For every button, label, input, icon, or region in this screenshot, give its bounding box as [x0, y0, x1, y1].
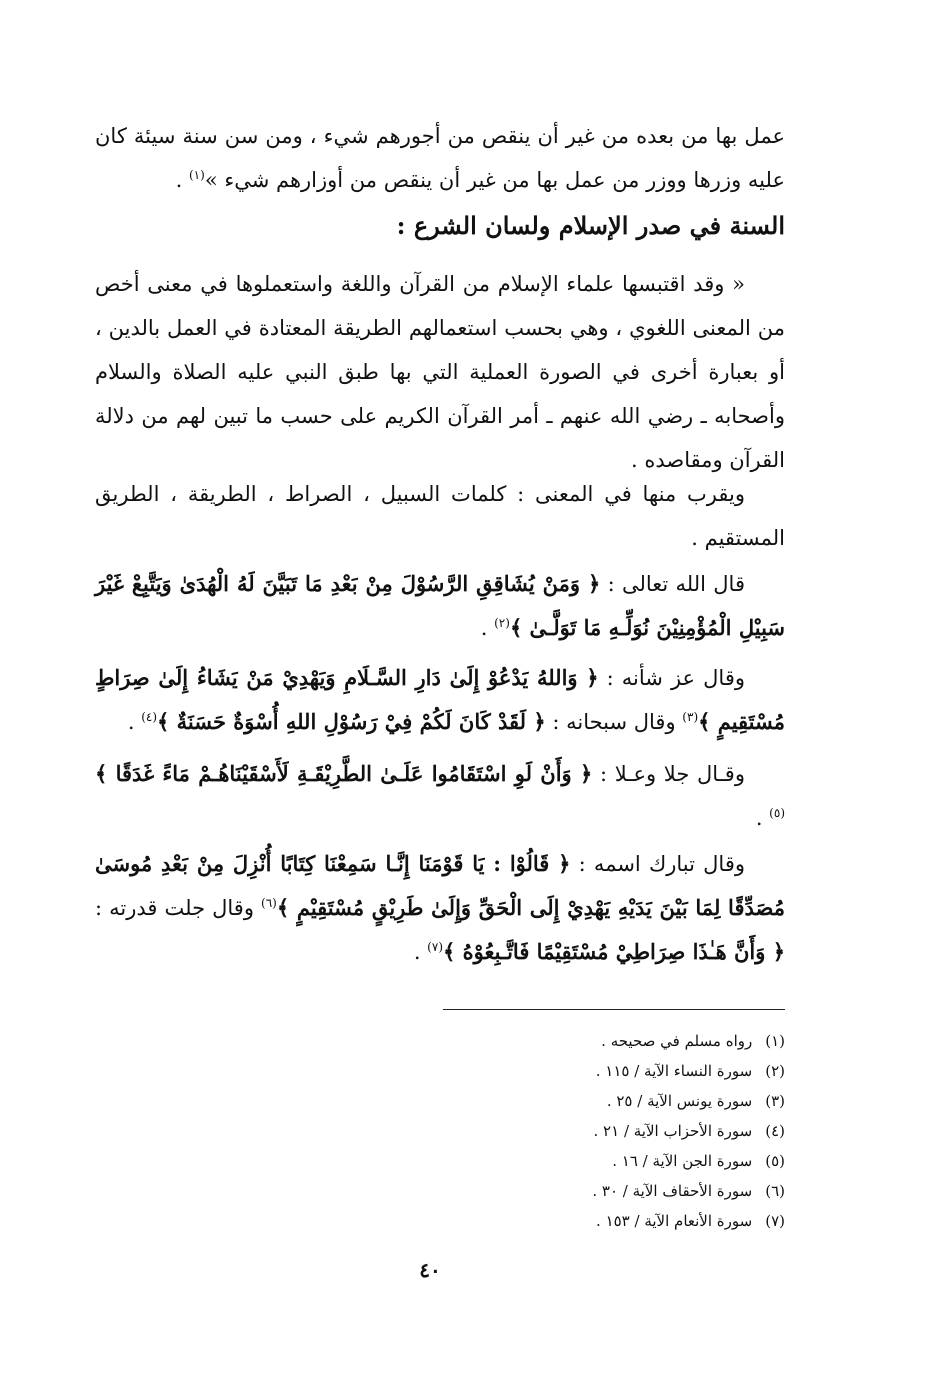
footnote-ref: (٤) — [141, 710, 158, 724]
footnote-number: (٢) — [765, 1062, 785, 1080]
footnote-item — [430, 1056, 785, 1086]
footnote-item — [430, 1206, 785, 1236]
footnote-ref: (٢) — [494, 616, 510, 630]
quran-verse: ﴿ قَالُوْا : يَا قَوْمَنَا إِنَّـا سَمِعْنَا كِتَابًا أُنْزِلَ مِنْ بَعْدِ مُوسَىٰ مُصَدِّقًا لِمَا بَيْنَ يَدَيْهِ يَهْدِيْ إِلَى الْحَقِّ وَإِلَىٰ طَرِيْقٍ مُسْتَقِيْمٍ ﴾ — [95, 851, 785, 920]
footnote-text: سورة الأنعام الآية / ١٥٣ . — [596, 1212, 753, 1230]
footnotes-list — [430, 1026, 785, 1236]
quran-verse: ﴿ وَمَنْ يُشَاقِقِ الرَّسُوْلَ مِنْ بَعْدِ مَا تَبَيَّنَ لَهُ الْهُدَىٰ وَيَتَّبِعْ غَيْرَ سَبِيْلِ الْمُؤْمِنِيْنَ نُوَلِّـهِ مَا تَوَلَّـىٰ ﴾ — [95, 571, 785, 640]
paragraph-synonyms: ويقرب منها في المعنى : كلمات السبيل ، الصراط ، الطريقة ، الطريق المستقيم . — [95, 482, 785, 550]
footnote-ref: (٥) — [769, 806, 785, 820]
footnote-number: (٣) — [765, 1092, 785, 1110]
quran-verse: ﴿ وَأَنْ لَوِ اسْتَقَامُوا عَلَـىٰ الطَّرِيْقَـةِ لَأَسْقَيْنَاهُـمْ مَاءً غَدَقًا ﴾ — [95, 761, 593, 786]
footnote-item — [430, 1146, 785, 1176]
paragraph-definition: « وقد اقتبسها علماء الإسلام من القرآن واللغة واستعملوها في معنى أخص من المعنى اللغوي ، وهي بحسب استعمالهم الطريقة المعتادة في العمل بالدين ، أو بعبارة أخرى في الصورة العملية التي بها طبق النبي عليه الصلاة والسلام وأصحابه ـ رضي الله عنهم ـ أمر القرآن الكريم على حسب ما تبين لهم من دلالة القرآن ومقاصده . — [95, 272, 785, 472]
quran-verse: ﴿ وَأَنَّ هَـٰذَا صِرَاطِيْ مُسْتَقِيْمًا فَاتَّـبِعُوْهُ ﴾ — [443, 939, 785, 964]
footnote-item — [430, 1116, 785, 1146]
paragraph-text: عمل بها من بعده من غير أن ينقص من أجورهم شيء ، ومن سن سنة سيئة كان عليه وزرها ووزر من عمل بها من غير أن ينقص من أوزارهم شيء » — [95, 124, 785, 192]
footnote-text: سورة الأحزاب الآية / ٢١ . — [593, 1122, 753, 1140]
paragraph-verse-jinn — [95, 752, 785, 840]
footnote-number: (٦) — [765, 1182, 785, 1200]
verse-intro: وقال سبحانه : — [545, 710, 683, 734]
paragraph-punct: . — [127, 710, 142, 734]
footnote-text: سورة الجن الآية / ١٦ . — [612, 1152, 753, 1170]
footnote-ref: (٦) — [261, 896, 277, 910]
verse-intro: وقال جلت قدرته : — [95, 896, 262, 920]
footnote-ref: (١) — [188, 168, 205, 182]
paragraph-punct: . — [755, 806, 770, 830]
footnote-item — [430, 1086, 785, 1116]
footnote-text: سورة الأحقاف الآية / ٣٠ . — [592, 1182, 753, 1200]
footnote-text: رواه مسلم في صحيحه . — [601, 1032, 753, 1050]
footnote-ref: (٣) — [682, 710, 699, 724]
paragraph-verse-ahqaf — [95, 842, 785, 974]
footnote-number: (٥) — [765, 1152, 785, 1170]
quran-verse: ﴿ لَقَدْ كَانَ لَكُمْ فِيْ رَسُوْلِ اللهِ أُسْوَةٌ حَسَنَةٌ ﴾ — [157, 709, 546, 734]
page-number: ٤٠ — [419, 1258, 441, 1282]
paragraph-punct: . — [175, 168, 189, 192]
footnote-item — [430, 1026, 785, 1056]
paragraph-verse-nisa — [95, 562, 785, 650]
quran-verse: ﴿ وَاللهُ يَدْعُوْ إِلَىٰ دَارِ السَّـلَامِ وَيَهْدِيْ مَنْ يَشَاءُ إِلَىٰ صِرَاطٍ مُسْتَقِيمٍ ﴾ — [95, 665, 785, 734]
footnote-ref: (٧) — [427, 940, 443, 954]
paragraph-punct: . — [413, 940, 428, 964]
footnote-divider — [443, 1009, 785, 1010]
verse-intro: وقـال جلا وعـلا : — [592, 762, 745, 786]
footnote-item — [430, 1176, 785, 1206]
paragraph-hadith-end — [95, 114, 785, 202]
paragraph-verse-yunus — [95, 656, 785, 744]
footnote-text: سورة يونس الآية / ٢٥ . — [606, 1092, 753, 1110]
footnote-number: (١) — [765, 1032, 785, 1050]
footnote-number: (٧) — [765, 1212, 785, 1230]
verse-intro: وقال عز شأنه : — [598, 666, 745, 690]
footnote-text: سورة النساء الآية / ١١٥ . — [595, 1062, 753, 1080]
section-heading: السنة في صدر الإسلام ولسان الشرع : — [396, 211, 785, 240]
footnote-number: (٤) — [765, 1122, 785, 1140]
verse-intro: وقال تبارك اسمه : — [570, 852, 745, 876]
paragraph-punct: . — [480, 616, 495, 640]
verse-intro: قال الله تعالى : — [600, 572, 745, 596]
